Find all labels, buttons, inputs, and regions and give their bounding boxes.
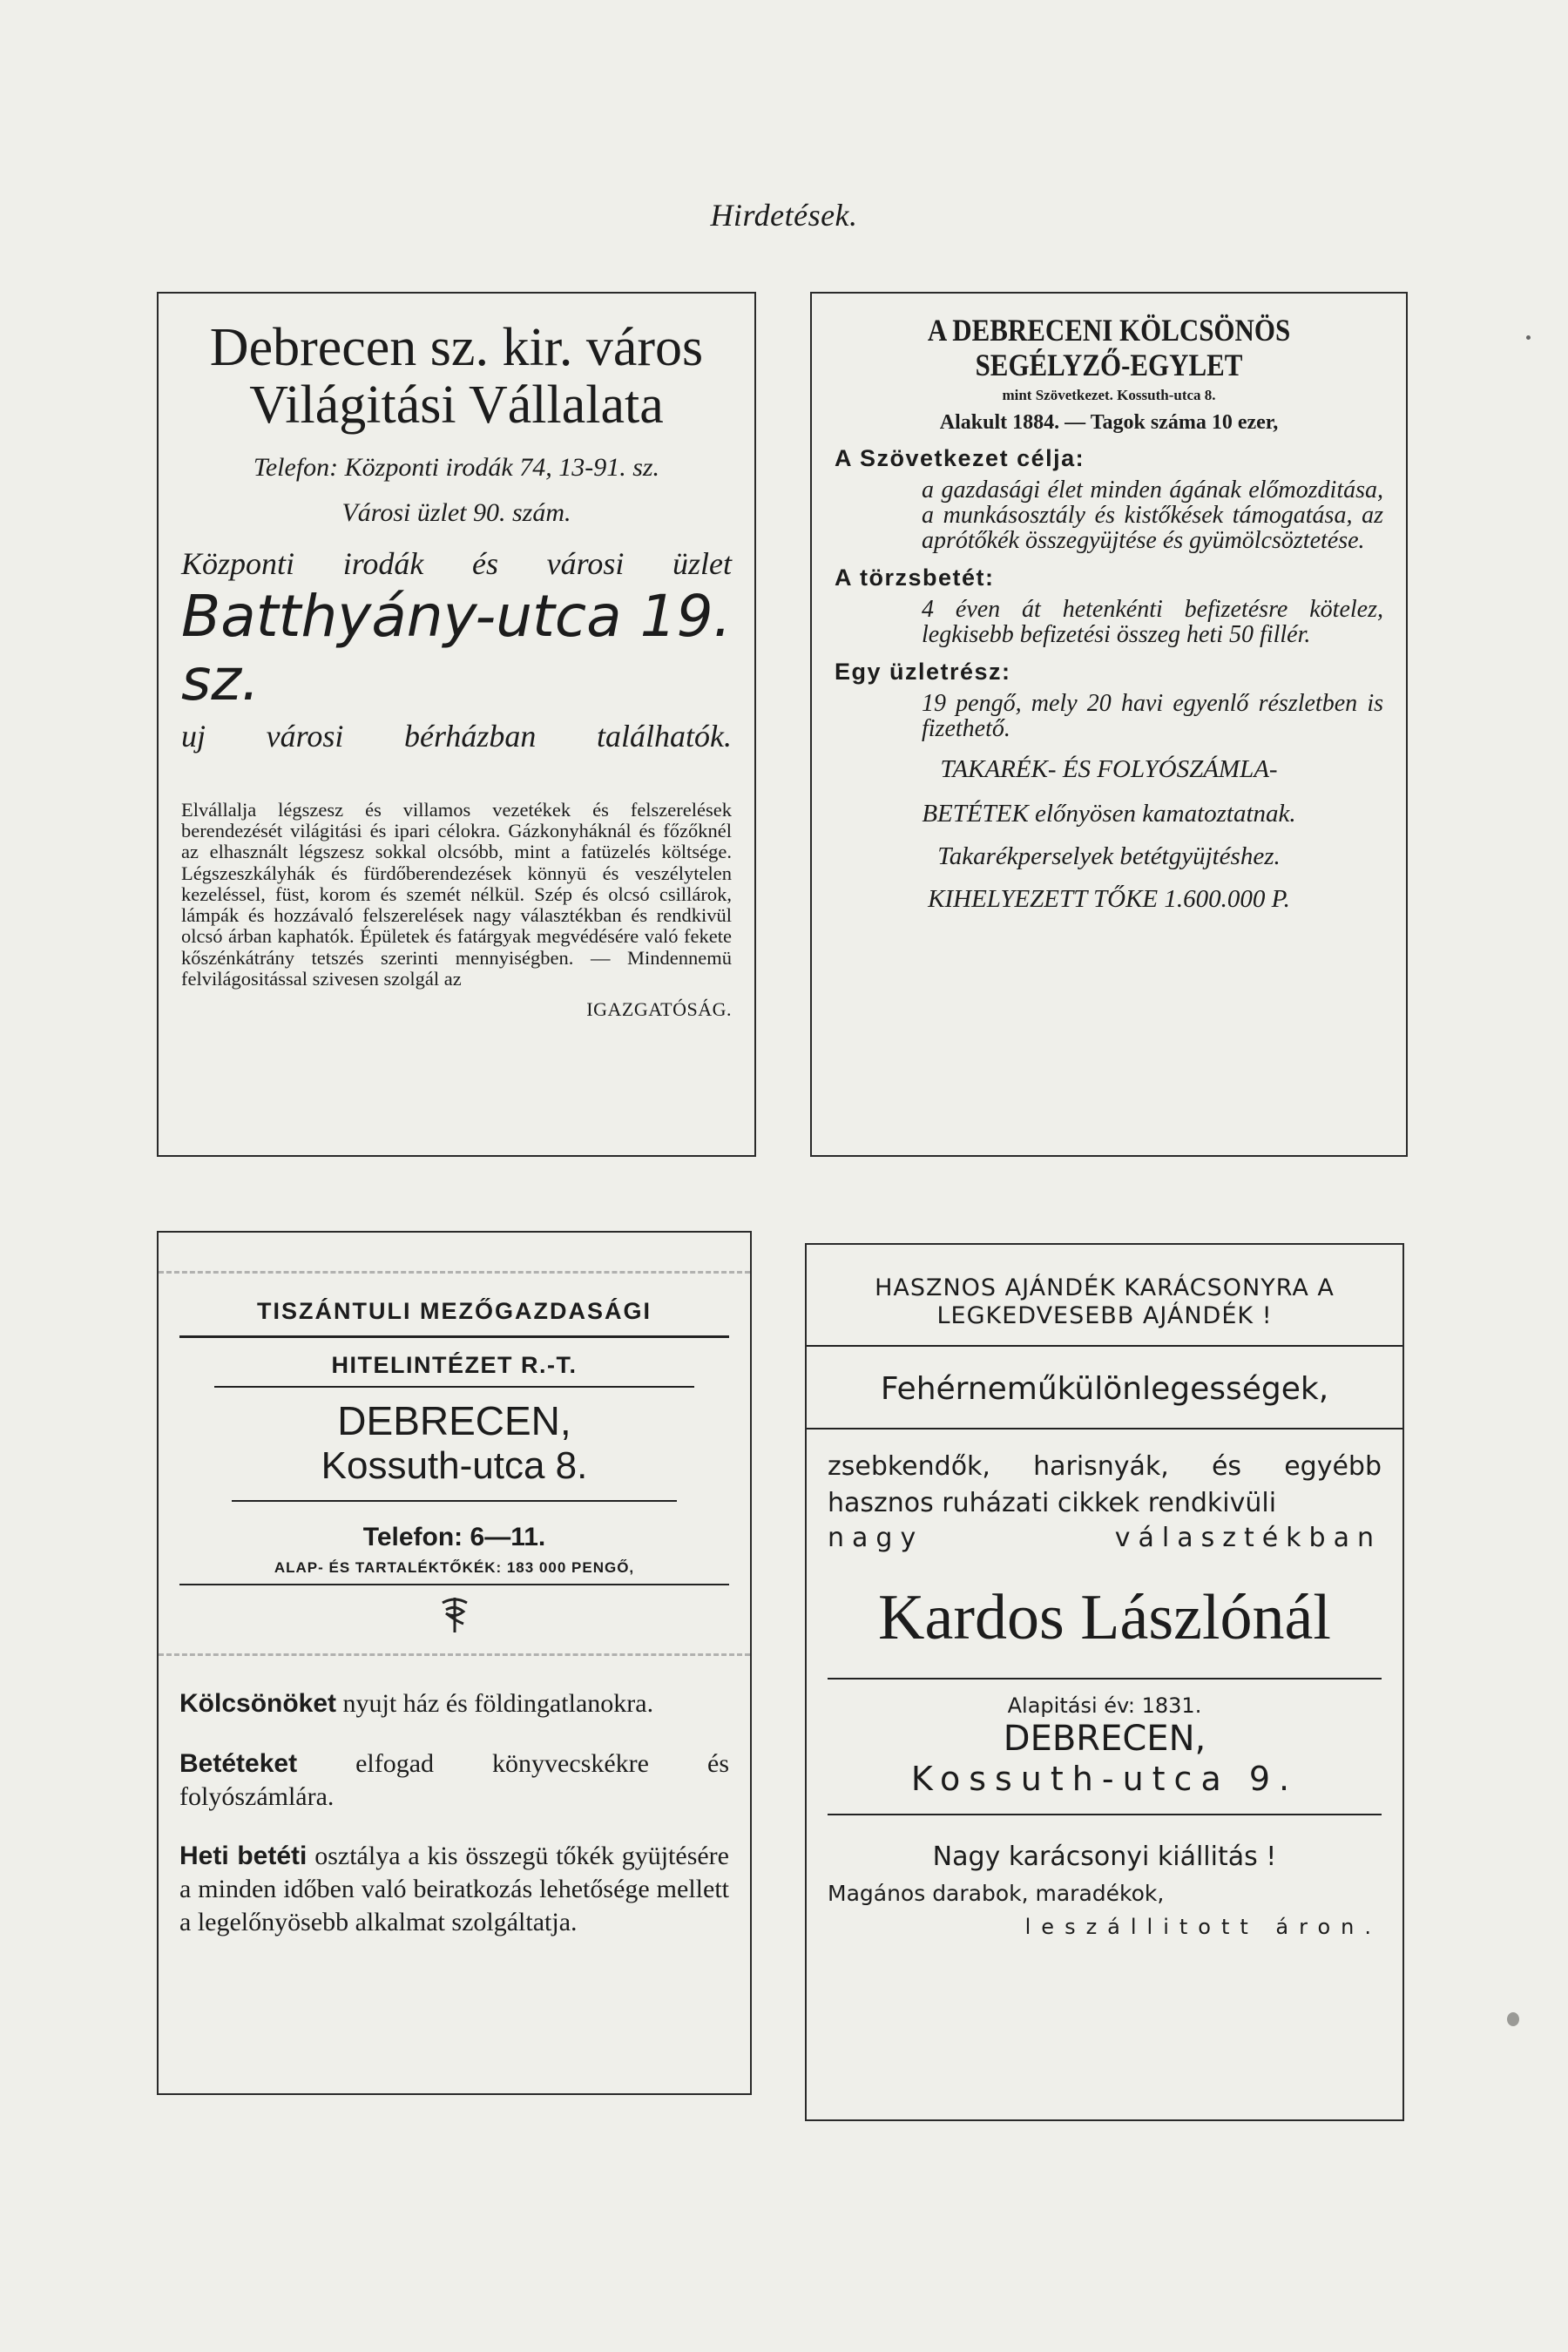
credit-capital: KIHELYEZETT TŐKE 1.600.000 P.	[928, 885, 1290, 914]
gift-list: zsebkendők, harisnyák, és egyébb hasznos ruházati cikkek rendkivüli	[828, 1450, 1382, 1519]
credit-deposit-text: 4 éven át hetenkénti befizetésre kötelez, legkisebb befizetési összeg heti 50 fillér.	[922, 595, 1383, 649]
lighting-signature: IGAZGATÓSÁG.	[586, 998, 732, 1021]
lighting-street: Batthyány-utca 19. sz.	[181, 583, 732, 714]
gift-line1: HASZNOS AJÁNDÉK KARÁCSONYRA A	[875, 1274, 1335, 1301]
paper-speck	[1507, 2012, 1519, 2026]
caduceus-icon	[179, 1594, 729, 1643]
bank-street: Kossuth-utca 8.	[232, 1444, 677, 1503]
shop-price: leszállitott áron.	[1024, 1914, 1382, 1939]
lighting-offices: Központi irodák és városi üzlet	[181, 546, 732, 582]
lighting-shop: Városi üzlet 90. szám.	[341, 498, 571, 528]
gift-specialties: Fehérneműkülönlegességek,	[807, 1371, 1402, 1429]
bank-name-line1: TISZÁNTULI MEZŐGAZDASÁGI	[179, 1298, 729, 1338]
credit-founded: Alakult 1884. — Tagok száma 10 ezer,	[939, 410, 1279, 434]
credit-title-line1: A DEBRECENI KÖLCSÖNÖS	[927, 313, 1291, 348]
gift-choice: nagy választékban	[828, 1522, 1382, 1553]
shop-founded: Alapitási év: 1831.	[1007, 1693, 1202, 1718]
gift-line2: LEGKEDVESEBB AJÁNDÉK !	[936, 1302, 1273, 1330]
ad-credit-cooperative	[810, 292, 1408, 1157]
lighting-body-text: Elvállalja légszesz és villamos vezetékek és felszerelések berendezését világitási és ipari célokra. Gázkonyháknál és főzőknél az elhasznált légszesz sokkal olcsóbb, mint a fatüzelés költsége. Légszeszkályhák és fürdőberendezések könnyü és veszélytelen kezeléssel, füst, korom és szemét nélkül. Szép és olcsó csillárok, lámpák és hozzávaló felszerelések nagy választékban és rendkivül olcsó árban kaphatók. Épületek és fatárgyak megvédésére való fekete kőszénkátrány tetszés szerinti mennyiségben. — Mindennemü felvilágositással szivesen szolgál az	[181, 798, 732, 990]
bank-name-line2: HITELINTÉZET R.-T.	[214, 1352, 694, 1388]
bank-deposits-lead: Betéteket	[179, 1748, 298, 1778]
gift-headline	[807, 1274, 1402, 1347]
credit-piggy: Takarékperselyek betétgyüjtéshez.	[937, 842, 1281, 871]
bank-deposits-text: elfogad könyvecskékre és folyószámlára.	[179, 1748, 729, 1811]
credit-goal-heading: A Szövetkezet célja:	[835, 444, 1085, 471]
lighting-title-line2: Világitási Vállalata	[249, 375, 664, 435]
bank-weekly-lead: Heti betéti	[179, 1841, 308, 1870]
shop-city: DEBRECEN,	[1003, 1718, 1206, 1759]
shop-pieces: Magános darabok, maradékok,	[828, 1880, 1165, 1906]
credit-title-line2: SEGÉLYZŐ-EGYLET	[975, 348, 1243, 383]
credit-share-heading: Egy üzletrész:	[835, 658, 1011, 685]
bank-loans-lead: Kölcsönöket	[179, 1689, 337, 1719]
page-header: Hirdetések.	[710, 198, 858, 233]
credit-share-text: 19 pengő, mely 20 havi egyenlő részletben is fizethető.	[922, 689, 1383, 742]
bank-loans-paragraph	[179, 1687, 729, 1720]
ad-kardos-shop	[805, 1243, 1404, 2121]
paper-speck-small	[1526, 335, 1531, 340]
bank-city: DEBRECEN,	[337, 1398, 571, 1443]
ad-lighting-company	[157, 292, 756, 1157]
bank-weekly-text: osztálya a kis összegü tőkék gyüjtésére a minden időben való beiratkozás lehetősége mellett a legelőnyösebb alkalmat szolgáltatja.	[179, 1841, 729, 1936]
lighting-phone: Telefon: Központi irodák 74, 13-91. sz.	[253, 453, 660, 483]
lighting-title-line1: Debrecen sz. kir. város	[209, 318, 704, 377]
credit-deposit-heading: A törzsbetét:	[835, 564, 995, 591]
decorative-border-middle	[159, 1653, 750, 1656]
bank-capital: ALAP- ÉS TARTALÉKTŐKÉK: 183 000 PENGŐ,	[179, 1559, 729, 1585]
bank-phone: Telefon: 6—11.	[362, 1523, 546, 1552]
bank-weekly-paragraph	[179, 1840, 729, 1939]
ad-agricultural-bank	[157, 1231, 752, 2095]
credit-savings-line1: TAKARÉK- ÉS FOLYÓSZÁMLA-	[940, 755, 1278, 784]
bank-loans-text: nyujt ház és földingatlanokra.	[336, 1689, 654, 1719]
credit-savings-line2: BETÉTEK előnyösen kamatoztatnak.	[922, 800, 1296, 828]
shop-name: Kardos Lászlónál	[828, 1581, 1382, 1680]
bank-deposits-paragraph	[179, 1747, 729, 1814]
shop-street: Kossuth-utca 9.	[828, 1760, 1382, 1815]
shop-xmas-exhibition: Nagy karácsonyi kiállitás !	[932, 1841, 1277, 1872]
lighting-new-building: uj városi bérházban találhatók.	[181, 718, 732, 754]
credit-subtitle: mint Szövetkezet. Kossuth-utca 8.	[1002, 386, 1216, 403]
credit-goal-text: a gazdasági élet minden ágának előmozditása, a munkásosztály és kistőkések támogatása, az aprótőkék összegyüjtése és gyümölcsöztetése.	[922, 476, 1383, 555]
decorative-border-top	[159, 1271, 750, 1274]
